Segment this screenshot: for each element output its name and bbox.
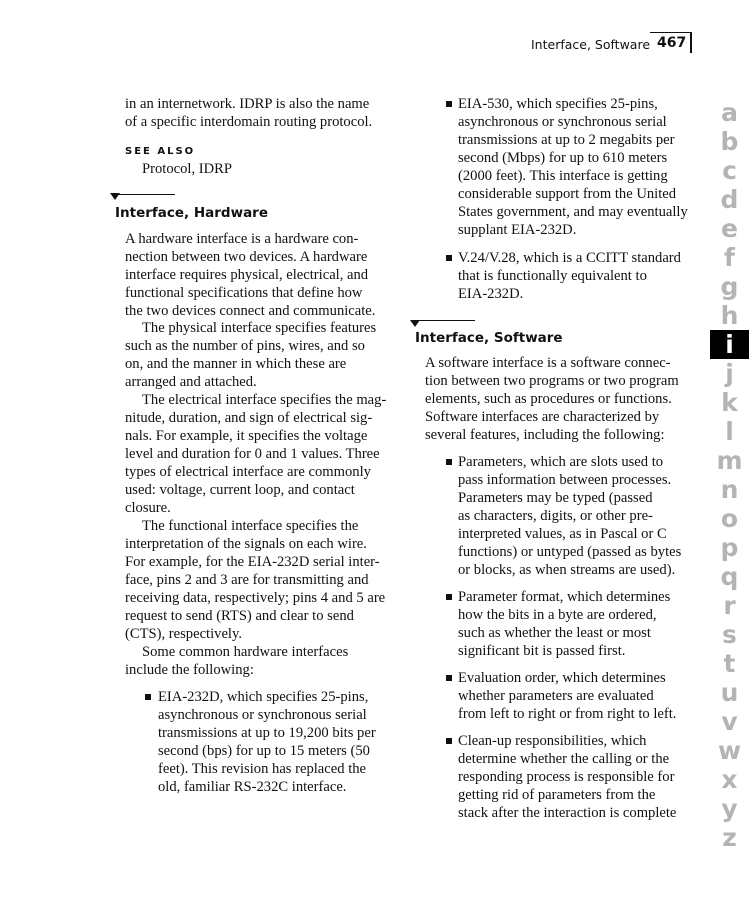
paragraph-line: include the following: (125, 662, 254, 678)
section-rule (115, 194, 175, 195)
paragraph-line: The electrical interface specifies the mag- (142, 392, 387, 408)
list-item-line: that is functionally equivalent to (458, 268, 647, 284)
thumb-tab-q: q (720, 562, 739, 591)
list-item-line: V.24/V.28, which is a CCITT standard (458, 250, 681, 266)
paragraph-line: arranged and attached. (125, 374, 257, 390)
paragraph-line: (CTS), respectively. (125, 626, 242, 642)
list-item-line: feet). This revision has replaced the (158, 761, 367, 777)
paragraph-line: used: voltage, current loop, and contact (125, 482, 355, 498)
list-item-line: significant bit is passed first. (458, 643, 626, 659)
paragraph-line: The functional interface specifies the (142, 518, 359, 534)
paragraph-line: of a specific interdomain routing protocol. (125, 114, 373, 130)
heading-interface-software: Interface, Software (415, 330, 563, 346)
list-item-line: getting rid of parameters from the (458, 787, 656, 803)
list-item-line: how the bits in a byte are ordered, (458, 607, 657, 623)
list-item-line: Clean-up responsibilities, which (458, 733, 647, 749)
thumb-tab-u: u (720, 678, 739, 707)
thumb-tab-z: z (722, 823, 737, 852)
bullet-icon (446, 255, 452, 261)
list-item-line: from left to right or from right to left. (458, 706, 677, 722)
paragraph-line: Software interfaces are characterized by (425, 409, 660, 425)
paragraph-line: nals. For example, it specifies the voltage (125, 428, 368, 444)
thumb-tab-h: h (720, 301, 739, 330)
bullet-icon (446, 594, 452, 600)
paragraph-line: nitude, duration, and sign of electrical sig- (125, 410, 373, 426)
thumb-tab-c: c (722, 156, 737, 185)
list-item-line: EIA-232D, which specifies 25-pins, (158, 689, 369, 705)
running-title: Interface, Software (531, 37, 651, 52)
list-item-line: interpreted values, as in Pascal or C (458, 526, 667, 542)
paragraph-line: the two devices connect and communicate. (125, 303, 376, 319)
thumb-tab-j: j (725, 359, 734, 388)
paragraph-line: For example, for the EIA-232D serial inter- (125, 554, 380, 570)
thumb-tab-v: v (721, 707, 738, 736)
paragraph-line: level and duration for 0 and 1 values. Three (125, 446, 380, 462)
paragraph-line: request to send (RTS) and clear to send (125, 608, 354, 624)
thumb-tab-g: g (720, 272, 739, 301)
paragraph-line: tion between two programs or two program (425, 373, 679, 389)
list-item-line: EIA-232D. (458, 286, 524, 302)
paragraph-line: A software interface is a software connec- (425, 355, 671, 371)
list-item-line: Parameters may be typed (passed (458, 490, 653, 506)
paragraph-line: face, pins 2 and 3 are for transmitting and (125, 572, 369, 588)
thumb-tab-w: w (717, 736, 742, 765)
thumb-tab-t: t (723, 649, 736, 678)
paragraph-line: interpretation of the signals on each wire. (125, 536, 367, 552)
thumb-tab-e: e (721, 214, 738, 243)
bullet-icon (446, 459, 452, 465)
paragraph-line: closure. (125, 500, 171, 516)
thumb-tab-s: s (722, 620, 737, 649)
bullet-icon (446, 675, 452, 681)
list-item-line: asynchronous or synchronous serial (458, 114, 667, 130)
list-item-line: States government, and may eventually (458, 204, 688, 220)
thumb-tab-f: f (724, 243, 735, 272)
heading-interface-hardware: Interface, Hardware (115, 205, 268, 221)
list-item-line: Evaluation order, which determines (458, 670, 666, 686)
thumb-tab-m: m (716, 446, 743, 475)
paragraph-line: Some common hardware interfaces (142, 644, 349, 660)
list-item-line: or blocks, as when streams are used). (458, 562, 676, 578)
list-item-line: transmissions at up to 19,200 bits per (158, 725, 376, 741)
list-item-line: responding process is responsible for (458, 769, 675, 785)
bullet-icon (446, 738, 452, 744)
thumb-tab-b: b (720, 127, 739, 156)
see-also-label: SEE ALSO (125, 146, 196, 157)
list-item-line: functions) or untyped (passed as bytes (458, 544, 682, 560)
list-item-line: whether parameters are evaluated (458, 688, 654, 704)
paragraph-line: in an internetwork. IDRP is also the name (125, 96, 370, 112)
paragraph-line: nection between two devices. A hardware (125, 249, 368, 265)
paragraph-line: elements, such as procedures or functions. (425, 391, 672, 407)
list-item-line: Parameters, which are slots used to (458, 454, 664, 470)
list-item-line: such as whether the least or most (458, 625, 651, 641)
paragraph-line: functional specifications that define how (125, 285, 363, 301)
list-item-line: (2000 feet). This interface is getting (458, 168, 668, 184)
thumb-tab-x: x (721, 765, 738, 794)
paragraph-line: receiving data, respectively; pins 4 and 5 are (125, 590, 386, 606)
section-marker-icon (410, 320, 420, 327)
thumb-tab-p: p (720, 533, 739, 562)
list-item-line: old, familiar RS-232C interface. (158, 779, 347, 795)
bullet-icon (446, 101, 452, 107)
list-item-line: Parameter format, which determines (458, 589, 671, 605)
paragraph-line: A hardware interface is a hardware con- (125, 231, 359, 247)
list-item-line: EIA-530, which specifies 25-pins, (458, 96, 658, 112)
thumb-tab-k: k (721, 388, 738, 417)
thumb-tab-n: n (720, 475, 739, 504)
paragraph-line: interface requires physical, electrical, and (125, 267, 369, 283)
thumb-tab-r: r (723, 591, 736, 620)
list-item-line: asynchronous or synchronous serial (158, 707, 367, 723)
thumb-tab-d: d (720, 185, 739, 214)
paragraph-line: The physical interface specifies features (142, 320, 377, 336)
bullet-icon (145, 694, 151, 700)
page-number: 467 (657, 35, 687, 51)
thumb-tab-a: a (721, 98, 738, 127)
list-item-line: as characters, digits, or other pre- (458, 508, 653, 524)
thumb-tab-o: o (720, 504, 739, 533)
thumb-tab-i: i (710, 330, 749, 359)
list-item-line: pass information between processes. (458, 472, 672, 488)
paragraph-line: types of electrical interface are commonly (125, 464, 371, 480)
thumb-tab-y: y (721, 794, 738, 823)
list-item-line: transmissions at up to 2 megabits per (458, 132, 675, 148)
thumb-tab-l: l (725, 417, 734, 446)
list-item-line: supplant EIA-232D. (458, 222, 577, 238)
see-also-value: Protocol, IDRP (142, 161, 232, 177)
paragraph-line: on, and the manner in which these are (125, 356, 347, 372)
list-item-line: second (Mbps) for up to 610 meters (458, 150, 668, 166)
list-item-line: stack after the interaction is complete (458, 805, 677, 821)
list-item-line: second (bps) for up to 15 meters (50 (158, 743, 370, 759)
list-item-line: considerable support from the United (458, 186, 677, 202)
list-item-line: determine whether the calling or the (458, 751, 670, 767)
paragraph-line: such as the number of pins, wires, and so (125, 338, 365, 354)
section-rule (415, 320, 475, 321)
paragraph-line: several features, including the following: (425, 427, 665, 443)
